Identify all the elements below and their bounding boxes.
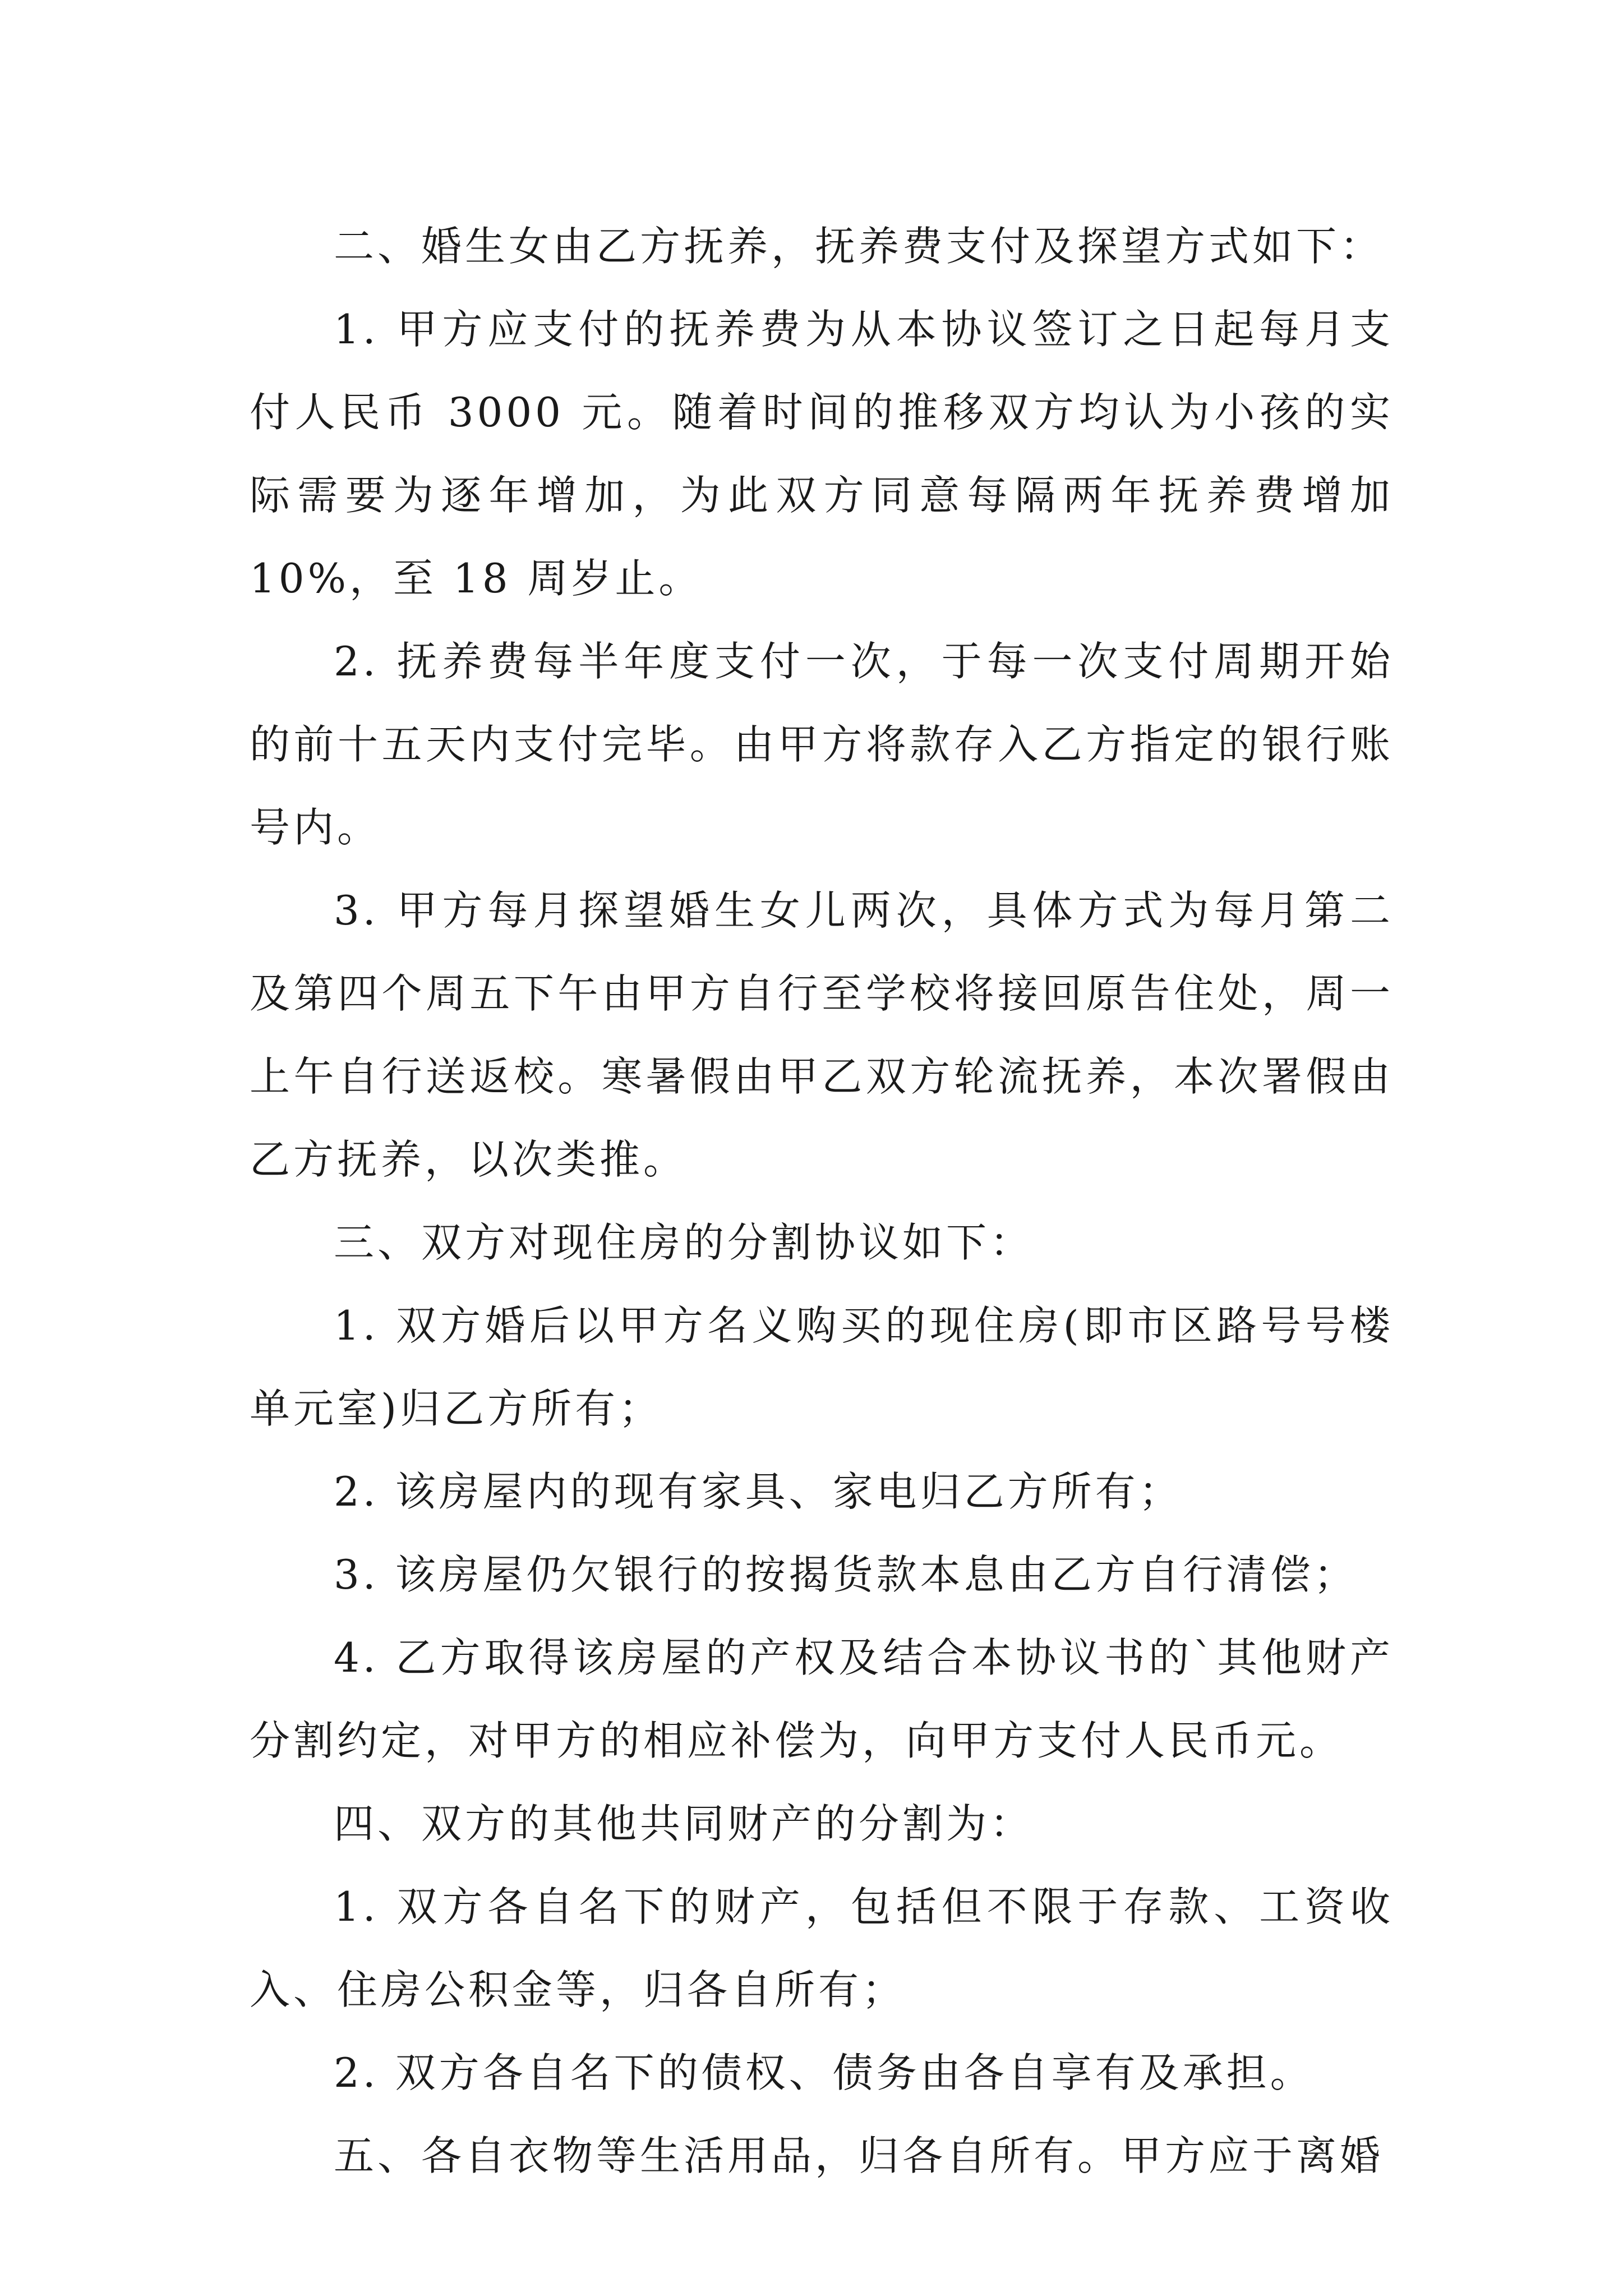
- section-heading-child-custody: 二、婚生女由乙方抚养，抚养费支付及探望方式如下：: [334, 223, 1384, 270]
- paragraph-support-amount: 1. 甲方应支付的抚养费为从本协议签订之日起每月支付人民币 3000 元。随着时间的推移双方均认为小孩的实际需要为逐年增加，为此双方同意每隔两年抚养费增加 10%，至 18 周岁止。: [250, 306, 1394, 602]
- paragraph-furniture: 2. 该房屋内的现有家具、家电归乙方所有；: [334, 1468, 1183, 1515]
- paragraph-housing-ownership: 1. 双方婚后以甲方名义购买的现住房(即市区路号号楼单元室)归乙方所有；: [250, 1302, 1394, 1432]
- paragraph-debts: 2. 双方各自名下的债权、债务由各自享有及承担。: [334, 2049, 1314, 2096]
- paragraph-mortgage: 3. 该房屋仍欠银行的按揭货款本息由乙方自行清偿；: [334, 1551, 1358, 1598]
- paragraph-compensation: 4. 乙方取得该房屋的产权及结合本协议书的`其他财产分割约定，对甲方的相应补偿为，向甲方支付人民币元。: [250, 1634, 1394, 1764]
- section-heading-other-property: 四、双方的其他共同财产的分割为：: [334, 1800, 1034, 1847]
- section-heading-housing: 三、双方对现住房的分割协议如下：: [334, 1219, 1034, 1266]
- paragraph-visitation: 3. 甲方每月探望婚生女儿两次，具体方式为每月第二及第四个周五下午由甲方自行至学校将接回原告住处，周一上午自行送返校。寒暑假由甲乙双方轮流抚养，本次署假由乙方抚养，以次类推。: [250, 887, 1394, 1183]
- document-body: [250, 205, 1394, 2197]
- section-heading-personal-items: 五、各自衣物等生活用品，归各自所有。甲方应于离婚: [334, 2132, 1384, 2179]
- paragraph-support-payment: 2. 抚养费每半年度支付一次，于每一次支付周期开始的前十五天内支付完毕。由甲方将款存入乙方指定的银行账号内。: [250, 638, 1394, 851]
- paragraph-individual-assets: 1. 双方各自名下的财产，包括但不限于存款、工资收入、住房公积金等，归各自所有；: [250, 1883, 1394, 2013]
